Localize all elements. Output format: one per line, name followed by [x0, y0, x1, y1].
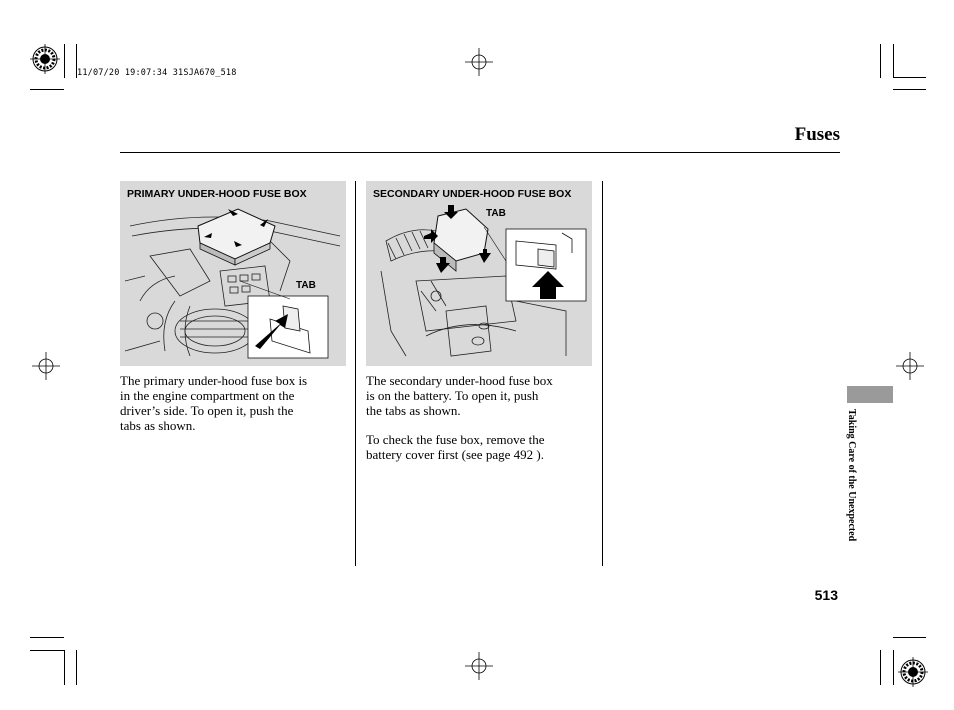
- primary-fuse-box-figure: [120, 181, 346, 366]
- primary-fuse-box-description: The primary under-hood fuse box is in the engine compartment on the driver’s side. To open it, push the tabs as shown.: [120, 373, 308, 433]
- battery-cover-instruction: To check the fuse box, remove the battery cover first (see page 492 ).: [366, 432, 545, 462]
- figure-caption: PRIMARY UNDER-HOOD FUSE BOX: [127, 188, 307, 200]
- registration-target-icon: [30, 44, 60, 74]
- registration-target-icon: [898, 657, 928, 687]
- crosshair-icon: [465, 652, 493, 680]
- secondary-fuse-box-description: The secondary under-hood fuse box is on the battery. To open it, push the tabs as shown.: [366, 373, 553, 418]
- section-side-label: Taking Care of the Unexpected: [846, 409, 857, 542]
- title-divider: [120, 152, 840, 153]
- crosshair-icon: [465, 48, 493, 76]
- tab-callout-label: TAB: [296, 280, 316, 291]
- print-stamp: 11/07/20 19:07:34 31SJA670_518: [77, 68, 237, 78]
- tab-callout-label: TAB: [486, 208, 506, 219]
- secondary-fuse-box-figure: [366, 181, 592, 366]
- column-divider: [602, 181, 603, 566]
- figure-caption: SECONDARY UNDER-HOOD FUSE BOX: [373, 188, 572, 200]
- crosshair-icon: [896, 352, 924, 380]
- column-divider: [355, 181, 356, 566]
- crosshair-icon: [32, 352, 60, 380]
- primary-fuse-box-illustration: [120, 181, 346, 366]
- page-title: Fuses: [794, 124, 840, 145]
- secondary-fuse-box-illustration: [366, 181, 592, 366]
- page-number: 513: [814, 587, 838, 603]
- section-thumb-tab: [847, 386, 893, 403]
